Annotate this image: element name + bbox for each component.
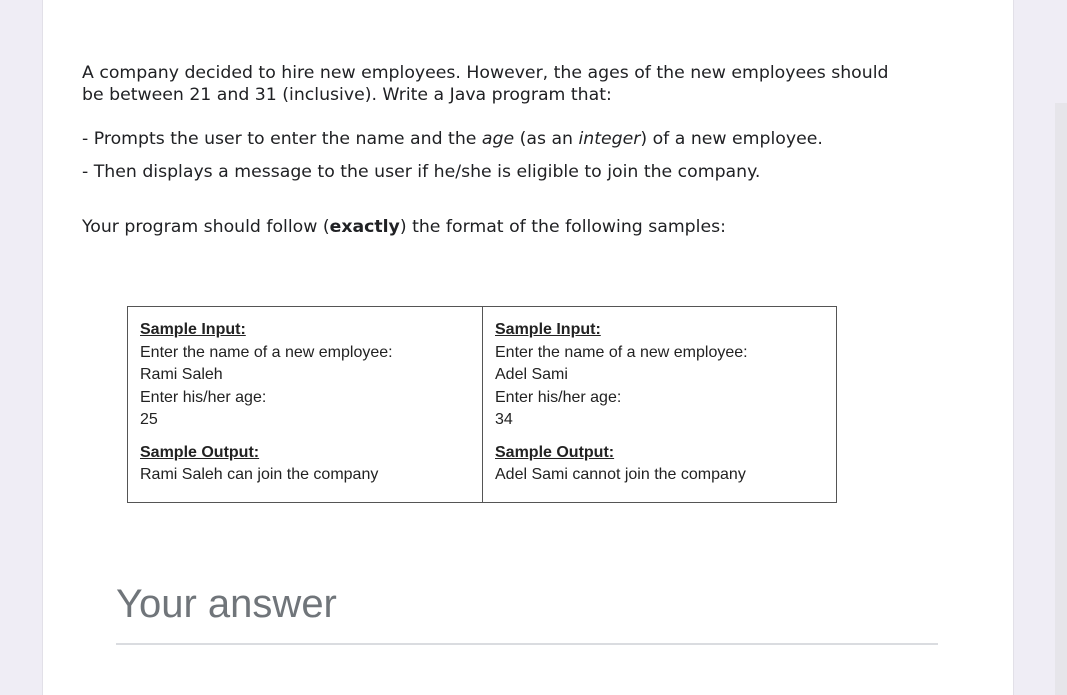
sample-prompt-age: Enter his/her age: xyxy=(495,388,622,406)
sample-age-value: 34 xyxy=(495,411,513,428)
sample-input-heading: Sample Input: xyxy=(140,321,246,338)
format-note-suffix: ) the format of the following samples: xyxy=(399,217,726,237)
sample-prompt-name: Enter the name of a new employee: xyxy=(495,343,748,361)
sample-output-value: Adel Sami cannot join the company xyxy=(495,466,746,483)
bullet-1-suffix: ) of a new employee. xyxy=(640,129,823,149)
sample-table xyxy=(127,306,837,503)
sample-cell-1 xyxy=(128,307,483,502)
sample-prompt-name: Enter the name of a new employee: xyxy=(140,343,393,361)
question-intro: A company decided to hire new employees. However, the ages of the new employees should be between 21 and 31 (inclusive). Write a Java program that: xyxy=(82,63,889,105)
bullet-1-emphasis-age: age xyxy=(481,129,515,149)
sample-name-value: Rami Saleh xyxy=(140,366,223,383)
sample-spacer xyxy=(140,432,470,442)
sample-age-value: 25 xyxy=(140,411,158,428)
question-bullet-1 xyxy=(82,128,912,150)
question-text xyxy=(82,62,912,238)
side-panel-edge xyxy=(1055,103,1067,695)
sample-spacer xyxy=(495,432,824,442)
bullet-1-prefix: - Prompts the user to enter the name and the xyxy=(82,129,482,149)
format-note-prefix: Your program should follow ( xyxy=(82,217,330,237)
answer-input[interactable]: Your answer xyxy=(116,582,337,626)
sample-input-heading: Sample Input: xyxy=(495,321,601,338)
bullet-1-mid: (as an xyxy=(514,129,579,149)
sample-prompt-age: Enter his/her age: xyxy=(140,388,267,406)
sample-name-value: Adel Sami xyxy=(495,366,568,383)
answer-underline xyxy=(116,643,938,645)
question-bullet-2: - Then displays a message to the user if he/she is eligible to join the company. xyxy=(82,162,761,182)
question-format-note xyxy=(82,216,912,238)
bullet-1-emphasis-integer: integer xyxy=(578,129,641,149)
sample-output-heading: Sample Output: xyxy=(495,443,615,461)
sample-cell-2 xyxy=(483,307,836,502)
format-note-bold: exactly xyxy=(329,217,400,237)
sample-output-heading: Sample Output: xyxy=(140,443,260,461)
sample-output-value: Rami Saleh can join the company xyxy=(140,466,379,483)
